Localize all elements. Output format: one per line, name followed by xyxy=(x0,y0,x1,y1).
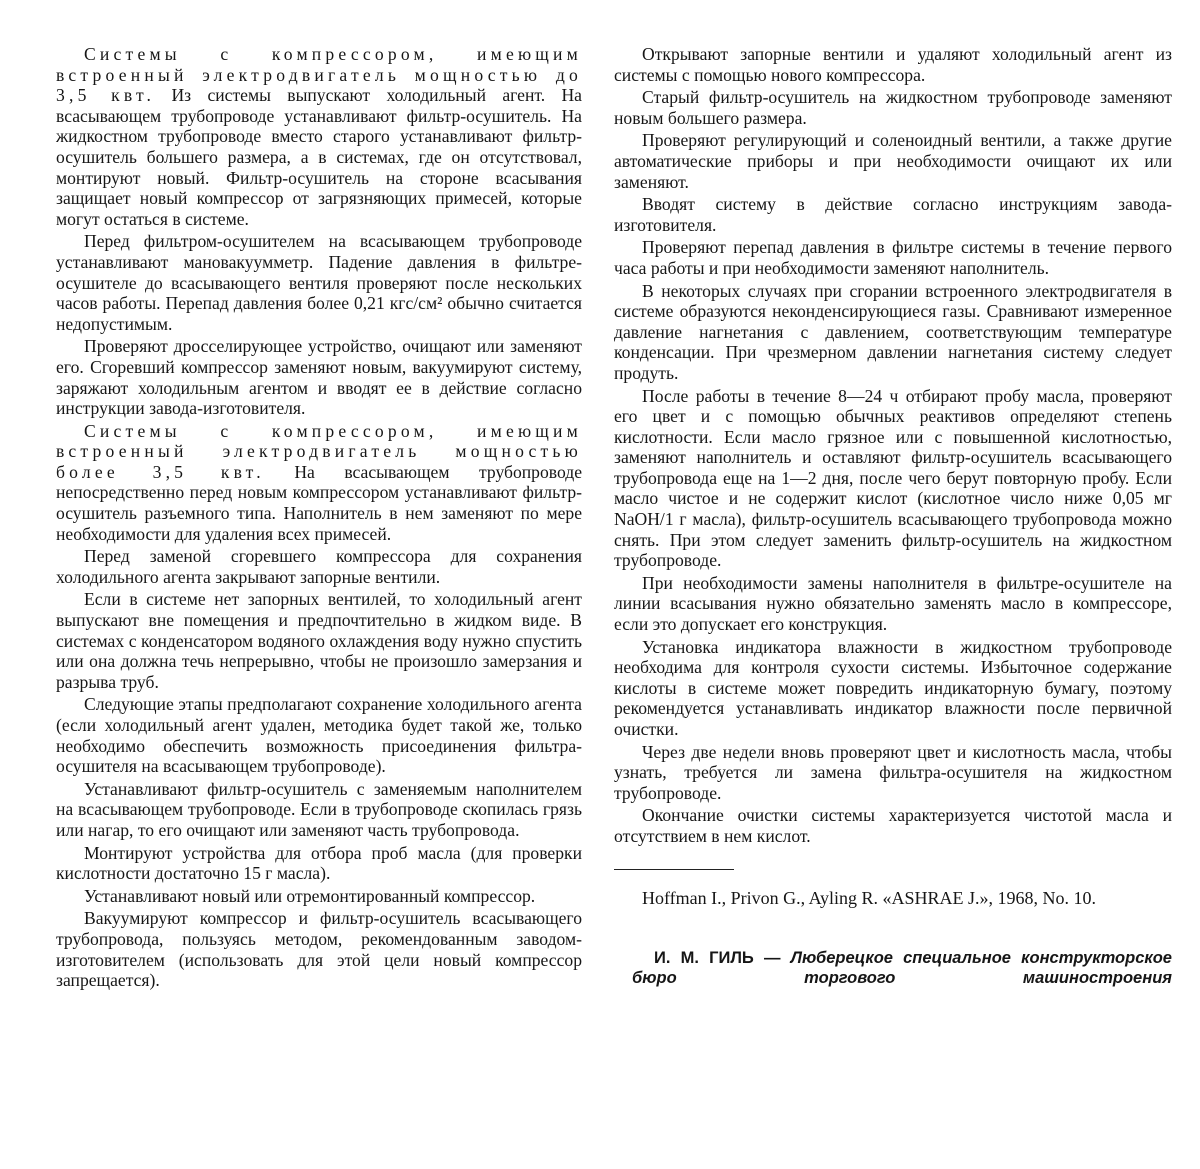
author-signature xyxy=(614,948,1172,988)
paragraph: Старый фильтр-осушитель на жидкостном трубопроводе заменяют новым большего размера. xyxy=(614,87,1172,128)
section-heading: Системы с компрессором, имеющим встроенный электродвигатель мощностью до 3,5 квт. xyxy=(56,44,582,106)
paragraph: После работы в течение 8—24 ч отбирают пробу масла, проверяют его цвет и с помощью обычных реактивов определяют степень кислотности. Если масло грязное или с повышенной кислотностью, заменяют наполнитель и оставляют фильтр-осушитель всасывающего трубопровода еще на 1—2 дня, после чего берут повторную пробу. Если масло чистое и не содержит кислот (кислотное число ниже 0,05 мг NaOH/1 г масла), фильтр-осушитель всасывающего трубопровода можно снять. При этом следует заменить фильтр-осушитель на жидкостном трубопроводе. xyxy=(614,385,1172,571)
paragraph: Окончание очистки системы характеризуется чистотой масла и отсутствием в нем кислот. xyxy=(614,805,1172,846)
paragraph: В некоторых случаях при сгорании встроенного электродвигателя в системе образуются неконденсирующиеся газы. Сравнивают измеренное давление нагнетания с давлением, соответствующим температуре конденсации. При чрезмерном давлении нагнетания систему следует продуть. xyxy=(614,280,1172,383)
paragraph: Устанавливают фильтр-осушитель с заменяемым наполнителем на всасывающем трубопроводе. Если в трубопроводе скопилась грязь или нагар, то его очищают или заменяют часть трубопровода. xyxy=(56,778,582,840)
author-name: И. М. ГИЛЬ — xyxy=(654,948,781,967)
paragraph xyxy=(56,421,582,545)
paragraph: Перед заменой сгоревшего компрессора для сохранения холодильного агента закрывают запорные вентили. xyxy=(56,546,582,587)
paragraph: Открывают запорные вентили и удаляют холодильный агент из системы с помощью нового компрессора. xyxy=(614,44,1172,85)
paragraph: Если в системе нет запорных вентилей, то холодильный агент выпускают вне помещения и предпочтительно в жидком виде. В системах с конденсатором водяного охлаждения воду нужно спустить или она должна течь непрерывно, чтобы не произошло замерзания и разрыва труб. xyxy=(56,589,582,692)
paragraph-text: Из системы выпускают холодильный агент. На всасывающем трубопроводе устанавливают фильтр-осушитель. На жидкостном трубопроводе вместо старого устанавливают фильтр-осушитель большего размера, а в системах, где он отсутствовал, монтируют новый. Фильтр-осушитель на стороне всасывания защищает новый компрессор от загрязняющих примесей, которые могут остаться в системе. xyxy=(56,85,582,229)
paragraph: Монтируют устройства для отбора проб масла (для проверки кислотности достаточно 15 г масла). xyxy=(56,842,582,884)
paragraph: Вводят систему в действие согласно инструкциям завода-изготовителя. xyxy=(614,194,1172,235)
author-line xyxy=(632,948,1172,988)
paragraph: Вакуумируют компрессор и фильтр-осушитель всасывающего трубопровода, пользуясь методом, рекомендованным заводом-изготовителем (использовать для этой цели новый компрессор запрещается). xyxy=(56,908,582,991)
footnote-rule xyxy=(614,869,734,870)
paragraph: Через две недели вновь проверяют цвет и кислотность масла, чтобы узнать, требуется ли замена фильтра-осушителя на жидкостном трубопроводе. xyxy=(614,741,1172,803)
paragraph: Проверяют дросселирующее устройство, очищают или заменяют его. Сгоревший компрессор заменяют новым, вакуумируют систему, заряжают холодильным агентом и вводят ее в действие согласно инструкции завода-изготовителя. xyxy=(56,336,582,419)
right-column xyxy=(614,44,1172,988)
paragraph-text: На всасывающем трубопроводе непосредственно перед новым компрессором устанавливают фильтр-осушитель разъемного типа. Наполнитель в нем заменяют по мере необходимости для удаления всех примесей. xyxy=(56,461,583,544)
paragraph: Проверяют регулирующий и соленоидный вентили, а также другие автоматические приборы и при необходимости очищают их или заменяют. xyxy=(614,130,1172,192)
paragraph: Следующие этапы предполагают сохранение холодильного агента (если холодильный агент удален, методика будет такой же, только необходимо обеспечить возможность присоединения фильтра-осушителя на всасывающем трубопроводе). xyxy=(56,694,582,777)
paragraph xyxy=(56,44,582,229)
section-heading: Системы с компрессором, имеющим встроенный электродвигатель мощностью более 3,5 квт. xyxy=(56,420,582,482)
paragraph: Устанавливают новый или отремонтированный компрессор. xyxy=(84,885,536,906)
author-affiliation: Люберецкое специальное конструкторское бюро торгового машиностроения xyxy=(632,948,1172,987)
left-column xyxy=(56,44,582,993)
paragraph: Перед фильтром-осушителем на всасывающем трубопроводе устанавливают мановакуумметр. Падение давления в фильтре-осушителе до всасывающего вентиля проверяют после нескольких часов работы. Перепад давления более 0,21 кгс/см² обычно считается недопустимым. xyxy=(56,231,582,334)
paragraph: Проверяют перепад давления в фильтре системы в течение первого часа работы и при необходимости заменяют наполнитель. xyxy=(614,237,1172,278)
reference: Hoffman I., Privon G., Ayling R. «ASHRAE J.», 1968, No. 10. xyxy=(642,887,1097,908)
paragraph: Установка индикатора влажности в жидкостном трубопроводе необходима для контроля сухости системы. Избыточное содержание кислоты в системе может повредить индикаторную бумагу, поэтому рекомендуется устанавливать индикатор влажности после первичной очистки. xyxy=(614,636,1172,739)
paragraph: При необходимости замены наполнителя в фильтре-осушителе на линии всасывания нужно обязательно заменять масло в компрессоре, если это допускает его конструкция. xyxy=(614,572,1172,635)
